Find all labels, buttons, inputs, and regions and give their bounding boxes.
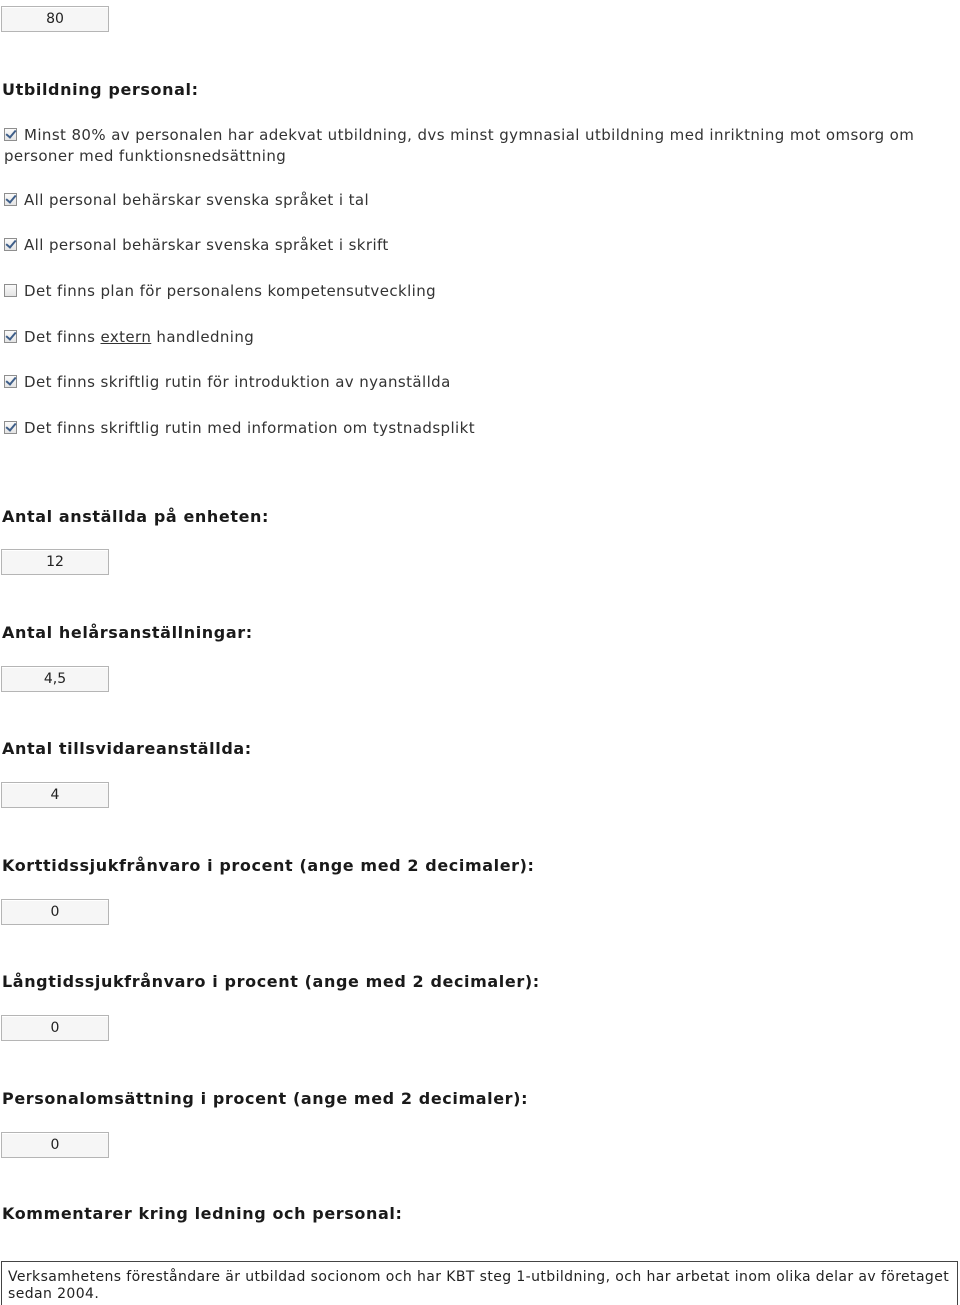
kommentar-text: Verksamhetens föreståndare är utbildad socionom och har KBT steg 1-utbildning, och har arbetat inom olika delar av företaget sedan 2004. xyxy=(8,1269,950,1302)
langtidssjukfranvaro-value: 0 xyxy=(50,1020,60,1036)
checkbox-label: Det finns skriftlig rutin för introduktion av nyanställda xyxy=(24,373,451,391)
antal-anstallda-label: Antal anställda på enheten: xyxy=(2,507,270,526)
checkbox-row-svenska-tal[interactable] xyxy=(4,190,940,211)
top-value-text: 80 xyxy=(46,11,64,27)
checkbox-row-tystnadsplikt[interactable] xyxy=(4,418,940,439)
kommentar-heading: Kommentarer kring ledning och personal: xyxy=(2,1204,403,1223)
personalomsattning-label: Personalomsättning i procent (ange med 2 decimaler): xyxy=(2,1089,529,1108)
checkbox-row-svenska-skrift[interactable] xyxy=(4,235,940,256)
helarsanstallningar-value: 4,5 xyxy=(43,671,67,687)
checkbox-label-part: handledning xyxy=(151,328,255,346)
checkbox-row-kompetensutveckling[interactable] xyxy=(4,281,940,302)
antal-anstallda-field[interactable] xyxy=(1,549,109,575)
checkbox-label-underlined: extern xyxy=(100,328,152,346)
checkbox-svenska-skrift[interactable] xyxy=(4,238,17,251)
tillsvidareanstallda-label: Antal tillsvidareanställda: xyxy=(2,739,252,758)
langtidssjukfranvaro-field[interactable] xyxy=(1,1015,109,1041)
tillsvidareanstallda-value: 4 xyxy=(50,787,60,803)
checkbox-introduktion[interactable] xyxy=(4,375,17,388)
personalomsattning-value: 0 xyxy=(50,1137,60,1153)
checkbox-label: All personal behärskar svenska språket i skrift xyxy=(24,236,389,254)
tillsvidareanstallda-field[interactable] xyxy=(1,782,109,808)
checkbox-label: Det finns skriftlig rutin med information om tystnadsplikt xyxy=(24,419,475,437)
checkbox-label: Minst 80% av personalen har adekvat utbildning, dvs minst gymnasial utbildning med inriktning mot omsorg om personer med funktionsnedsättning xyxy=(4,126,915,165)
korttidssjukfranvaro-field[interactable] xyxy=(1,899,109,925)
checkbox-adekvat-utbildning[interactable] xyxy=(4,128,17,141)
checkbox-kompetensutveckling[interactable] xyxy=(4,284,17,297)
checkbox-extern-handledning[interactable] xyxy=(4,330,17,343)
checkbox-row-adekvat-utbildning[interactable] xyxy=(4,125,940,167)
checkbox-label-part: Det finns xyxy=(24,328,101,346)
helarsanstallningar-field[interactable] xyxy=(1,666,109,692)
checkbox-label: Det finns plan för personalens kompetensutveckling xyxy=(24,282,437,300)
korttidssjukfranvaro-value: 0 xyxy=(50,904,60,920)
antal-anstallda-value: 12 xyxy=(46,554,64,570)
checkbox-tystnadsplikt[interactable] xyxy=(4,421,17,434)
checkbox-svenska-tal[interactable] xyxy=(4,193,17,206)
korttidssjukfranvaro-label: Korttidssjukfrånvaro i procent (ange med 2 decimaler): xyxy=(2,856,535,875)
top-value-field[interactable] xyxy=(1,6,109,32)
kommentar-textarea[interactable] xyxy=(1,1261,958,1305)
utbildning-heading: Utbildning personal: xyxy=(2,80,199,99)
checkbox-row-extern-handledning[interactable] xyxy=(4,327,940,348)
checkbox-label: All personal behärskar svenska språket i tal xyxy=(24,191,370,209)
checkbox-row-introduktion[interactable] xyxy=(4,372,940,393)
helarsanstallningar-label: Antal helårsanställningar: xyxy=(2,623,253,642)
personalomsattning-field[interactable] xyxy=(1,1132,109,1158)
langtidssjukfranvaro-label: Långtidssjukfrånvaro i procent (ange med 2 decimaler): xyxy=(2,972,540,991)
